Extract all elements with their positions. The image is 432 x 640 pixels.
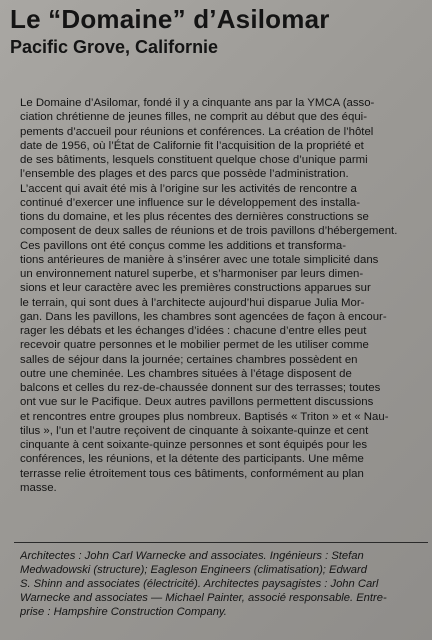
body-line: terrasse relie étroitement tous ces bâtiments, conformément au plan <box>20 467 364 480</box>
body-line: ont vue sur le Pacifique. Deux autres pavillons permettent discussions <box>20 396 374 409</box>
body-line: balcons et celles du rez-de-chaussée donnent sur des terrasses; toutes <box>20 382 381 394</box>
body-line: conférences, les réunions, et la détente des participants. Une même <box>20 453 364 466</box>
body-line: salles de séjour dans la journée; certaines chambres possèdent en <box>20 353 358 366</box>
body-line: tions du domaine, et les plus récentes des dernières constructions se <box>20 211 369 223</box>
body-line: et rencontres entre groupes plus nombreux. Baptisés « Triton » et « Nau- <box>20 410 389 423</box>
body-line: outre une cheminée. Les chambres situées à l’étage disposent de <box>20 367 352 380</box>
body-line: l’ensemble des plages et des parcs que possède l’administration. <box>20 168 349 181</box>
body-paragraph <box>20 96 428 495</box>
page-title: Le “Domaine” d’Asilomar <box>10 4 330 34</box>
body-line: sions et leur caractère avec les premières constructions apparues sur <box>20 282 371 295</box>
credits-line: Warnecke and associates — Michael Painter, associé responsable. Entre- <box>20 592 387 604</box>
credits-line: Medwadowski (structure); Eagleson Engineers (climatisation); Edward <box>20 564 367 576</box>
body-line: tilus », l’un et l’autre reçoivent de cinquante à soixante-quinze et cent <box>20 424 369 437</box>
credits-line: Architectes : John Carl Warnecke and associates. Ingénieurs : Stefan <box>20 550 364 562</box>
body-line: continué d’exercer une influence sur le développement des installa- <box>20 196 361 209</box>
credits-line: prise : Hampshire Construction Company. <box>20 606 227 618</box>
body-line: gan. Dans les pavillons, les chambres sont agencées de façon à encour- <box>20 310 387 323</box>
body-line: cinquante à cent soixante-quinze personnes et sont équipés pour les <box>20 439 368 451</box>
credits-block <box>20 549 428 619</box>
body-line: date de 1956, où l’État de Californie fit l’acquisition de la propriété et <box>20 139 364 152</box>
body-line: tions antérieures de manière à s’insérer avec une totale simplicité dans <box>20 253 379 266</box>
body-line: Le Domaine d’Asilomar, fondé il y a cinquante ans par la YMCA (asso- <box>20 97 375 109</box>
body-line: Ces pavillons ont été conçus comme les additions et transforma- <box>20 239 347 252</box>
body-line: rager les débats et les échanges d’idées : chacune d’entre elles peut <box>20 325 367 337</box>
section-divider <box>14 542 428 543</box>
body-line: recevoir quatre personnes et le mobilier permet de les utiliser comme <box>20 339 369 352</box>
body-line: composent de deux salles de réunions et de trois pavillons d’hébergement. <box>20 225 398 238</box>
body-line: pements d’accueil pour réunions et conférences. La création de l’hôtel <box>20 125 374 138</box>
body-line: le terrain, qui sont dues à l’architecte aujourd’hui disparue Julia Mor- <box>20 296 365 309</box>
body-line: de ses bâtiments, lesquels constituent quelque chose d’unique parmi <box>20 154 368 166</box>
body-line: masse. <box>20 481 57 494</box>
body-line: L’accent qui avait été mis à l’origine sur les activités de rencontre a <box>20 182 357 195</box>
body-line: ciation chrétienne de jeunes filles, ne comprit au début que des équi- <box>20 111 368 124</box>
body-line: un environnement naturel superbe, et s’harmoniser par leurs dimen- <box>20 268 364 280</box>
page-subtitle: Pacific Grove, Californie <box>10 37 219 57</box>
credits-line: S. Shinn and associates (électricité). Architectes paysagistes : John Carl <box>20 578 379 590</box>
